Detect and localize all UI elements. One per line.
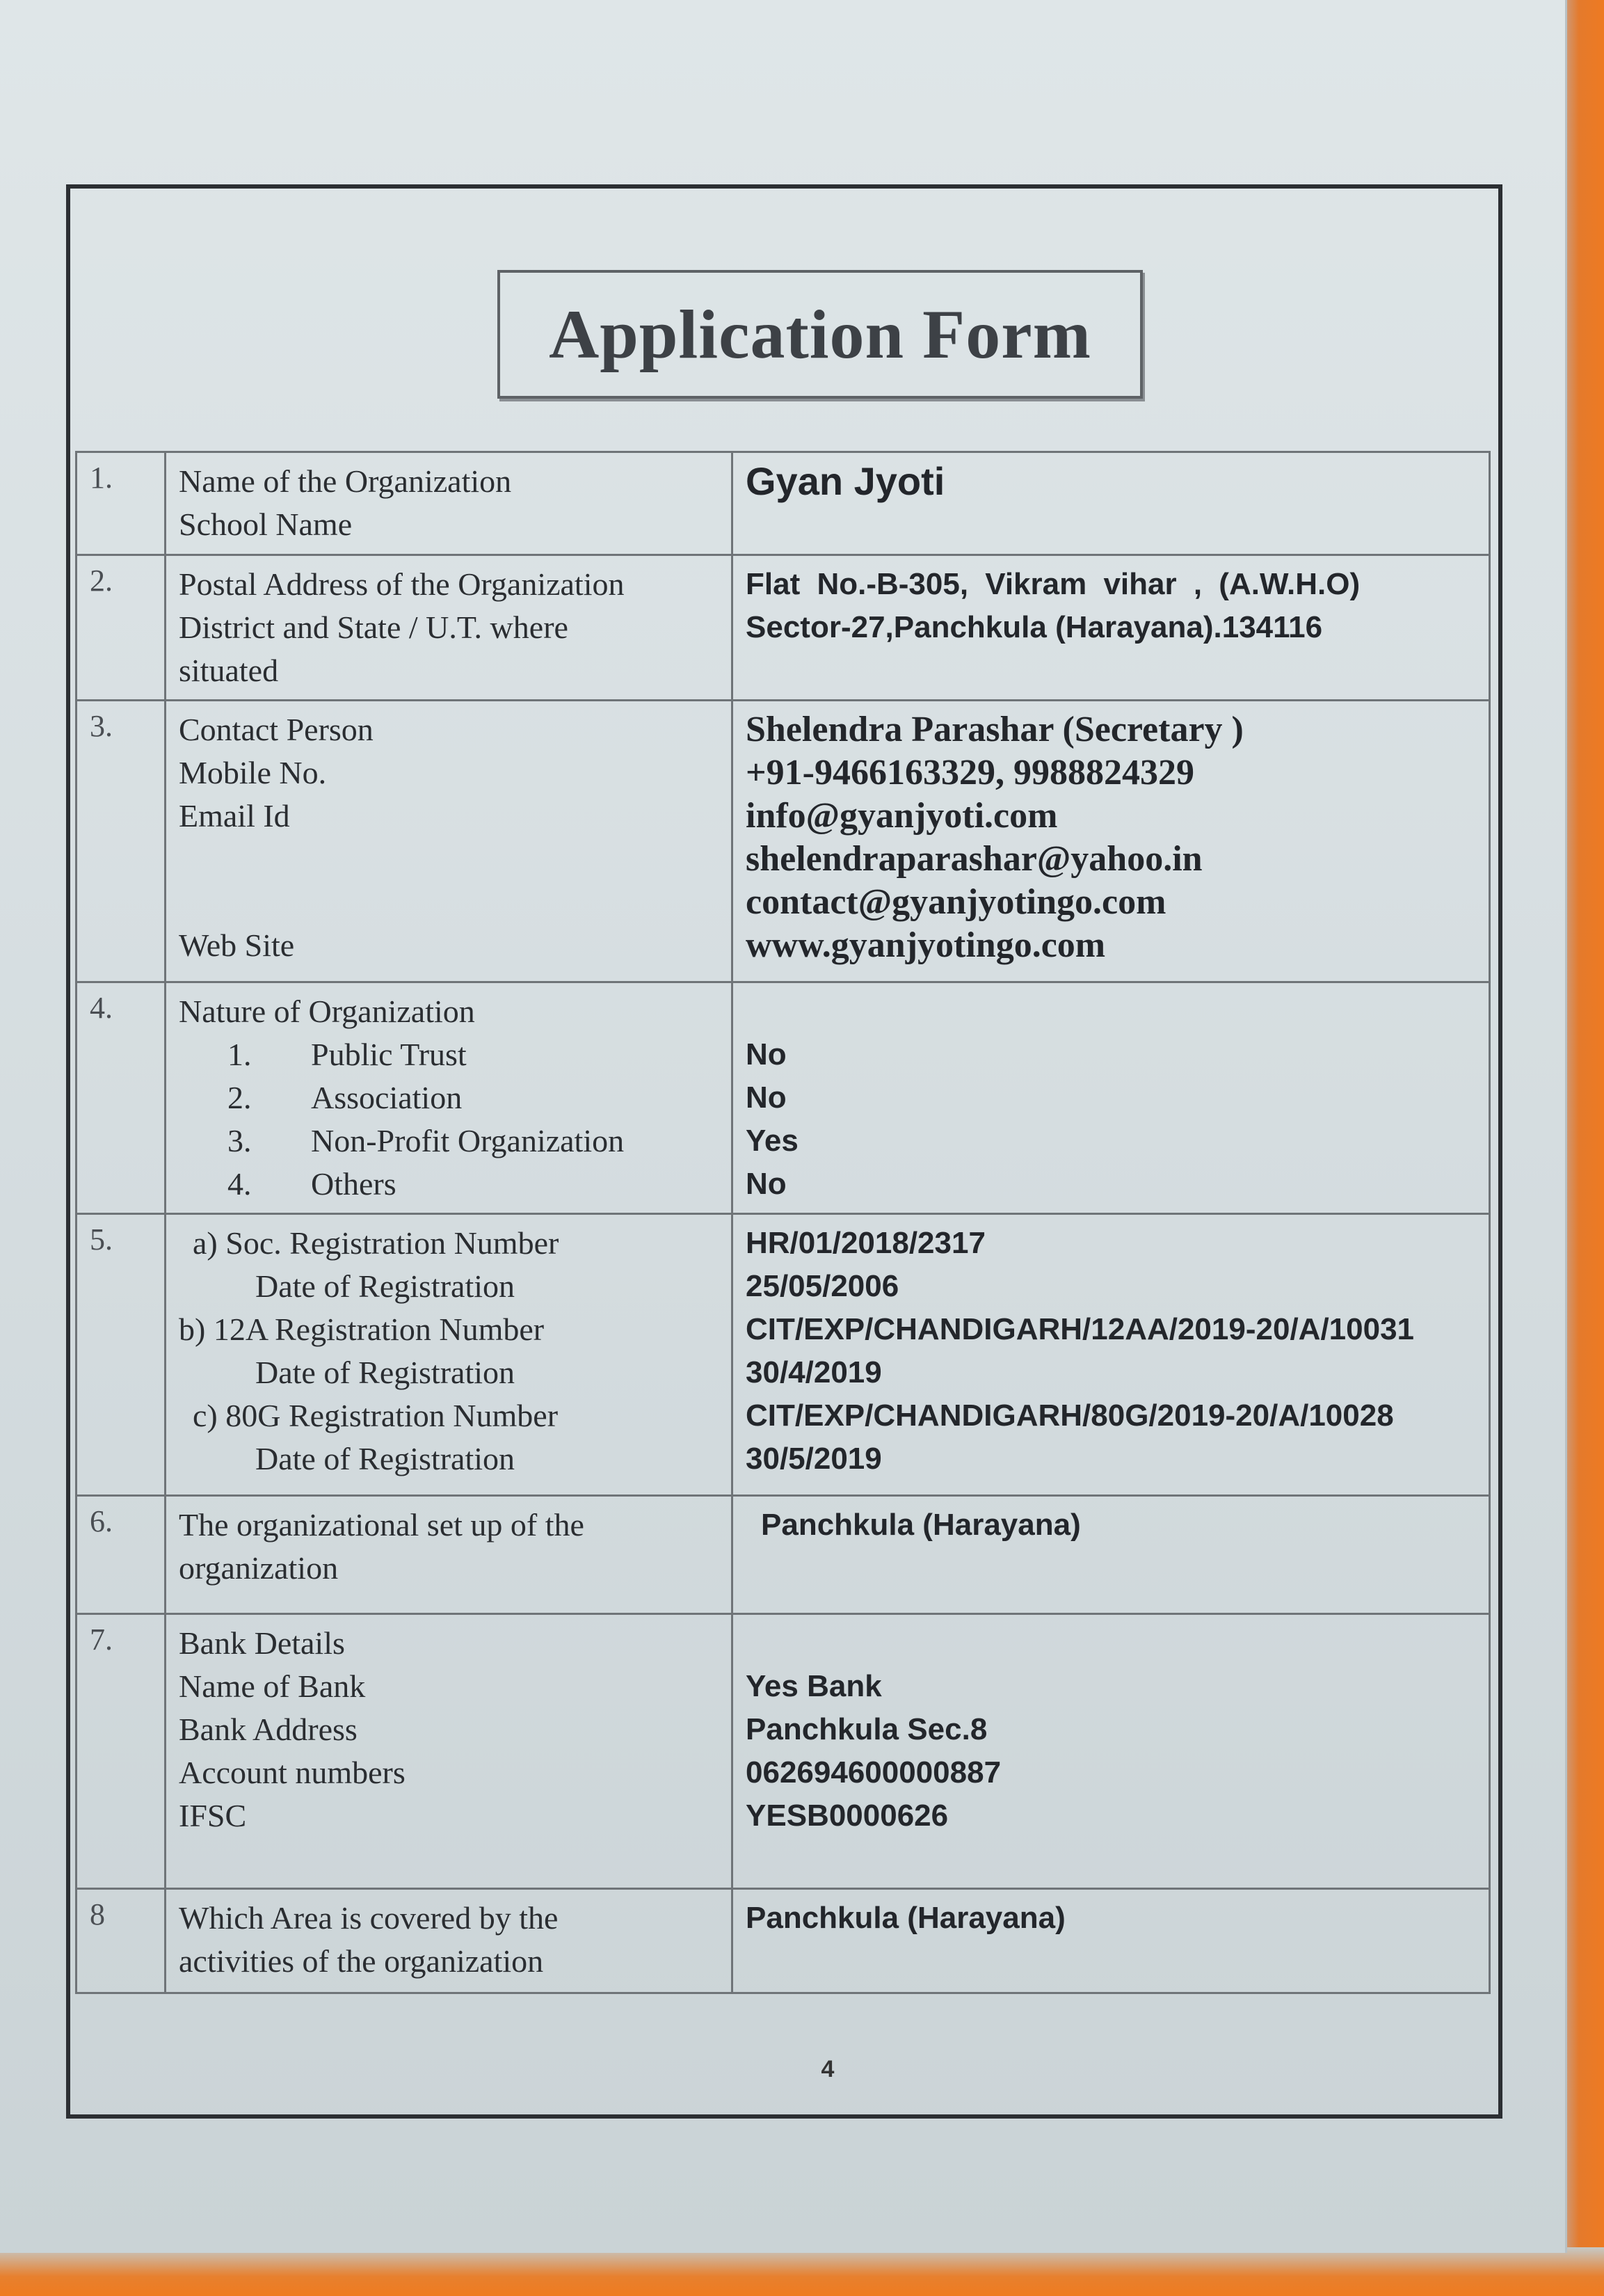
list-item: [179, 1033, 719, 1076]
item-value: No: [746, 1167, 787, 1201]
row-number: 4.: [77, 982, 166, 1214]
row-label: [166, 555, 732, 701]
label-line: Bank Details: [179, 1625, 345, 1661]
row-number: 3.: [77, 701, 166, 982]
application-form-table: [75, 451, 1491, 1994]
label-line: Bank Address: [179, 1712, 358, 1747]
row-value: [732, 1214, 1490, 1496]
item-number: 3.: [227, 1123, 252, 1158]
setup-location: Panchkula (Harayana): [761, 1508, 1081, 1542]
label-line: b) 12A Registration Number: [179, 1312, 545, 1347]
row-value: [732, 1496, 1490, 1614]
registration-value: 30/5/2019: [746, 1442, 882, 1476]
background-bottom: [0, 2247, 1604, 2296]
label-line: Date of Registration: [255, 1441, 515, 1476]
item-label: Non-Profit Organization: [311, 1123, 625, 1158]
table-row: [77, 1889, 1490, 1993]
row-value: [732, 1614, 1490, 1889]
label-line: Name of Bank: [179, 1668, 366, 1704]
row-number: 8: [77, 1889, 166, 1993]
label-line: Date of Registration: [255, 1355, 515, 1390]
registration-value: 25/05/2006: [746, 1269, 899, 1303]
email-line[interactable]: shelendraparashar@yahoo.in: [746, 839, 1203, 879]
row-value: [732, 555, 1490, 701]
background-right: [1562, 0, 1604, 2296]
item-number: 2.: [227, 1080, 252, 1115]
table-row: [77, 1496, 1490, 1614]
label-line: Postal Address of the Organization: [179, 566, 625, 602]
label-line: Mobile No.: [179, 755, 327, 790]
label-line: School Name: [179, 507, 353, 542]
spacer: [746, 990, 1476, 1033]
item-number: 4.: [227, 1166, 252, 1202]
page-number: 4: [821, 2056, 835, 2082]
item-label: Association: [311, 1080, 463, 1115]
row-label: [166, 1214, 732, 1496]
row-value: [732, 982, 1490, 1214]
row-label: [166, 1889, 732, 1993]
organization-name: Gyan Jyoti: [746, 459, 945, 503]
spacer: [746, 1622, 1476, 1665]
row-label: [166, 1496, 732, 1614]
ifsc-code: YESB0000626: [746, 1799, 949, 1833]
row-number: 6.: [77, 1496, 166, 1614]
email-line[interactable]: contact@gyanjyotingo.com: [746, 882, 1166, 922]
row-label: [166, 701, 732, 982]
address-line: Flat No.-B-305, Vikram vihar , (A.W.H.O): [746, 567, 1361, 601]
row-number: 7.: [77, 1614, 166, 1889]
row-label: [166, 1614, 732, 1889]
row-number: 2.: [77, 555, 166, 701]
item-value: No: [746, 1037, 787, 1071]
email-line[interactable]: info@gyanjyoti.com: [746, 796, 1058, 836]
label-line: situated: [179, 653, 279, 688]
label-line: c) 80G Registration Number: [193, 1398, 559, 1433]
label-line: a) Soc. Registration Number: [193, 1225, 559, 1261]
address-line: Sector-27,Panchkula (Harayana).134116: [746, 610, 1323, 644]
item-number: 1.: [227, 1037, 252, 1072]
table-row: [77, 1214, 1490, 1496]
row-label: [166, 982, 732, 1214]
row-number: 1.: [77, 452, 166, 555]
table-row: [77, 982, 1490, 1214]
row-value: [732, 701, 1490, 982]
list-item: [179, 1119, 719, 1163]
registration-value: CIT/EXP/CHANDIGARH/12AA/2019-20/A/10031: [746, 1312, 1415, 1346]
row-number: 5.: [77, 1214, 166, 1496]
label-line: Nature of Organization: [179, 994, 475, 1029]
list-item: [179, 1076, 719, 1119]
item-value: Yes: [746, 1124, 799, 1158]
bank-address: Panchkula Sec.8: [746, 1712, 988, 1746]
label-line: Contact Person: [179, 712, 374, 747]
table-row: [77, 555, 1490, 701]
table-row: [77, 701, 1490, 982]
label-line: Account numbers: [179, 1755, 406, 1790]
row-label: [166, 452, 732, 555]
registration-value: 30/4/2019: [746, 1355, 882, 1389]
label-line: The organizational set up of the: [179, 1507, 584, 1542]
mobile-number: +91-9466163329, 9988824329: [746, 753, 1194, 792]
item-value: No: [746, 1081, 787, 1115]
label-line: Date of Registration: [255, 1268, 515, 1304]
table-row: [77, 1614, 1490, 1889]
spacer: [179, 838, 719, 924]
registration-value: CIT/EXP/CHANDIGARH/80G/2019-20/A/10028: [746, 1398, 1394, 1433]
row-value: [732, 452, 1490, 555]
item-label: Public Trust: [311, 1037, 467, 1072]
list-item: [179, 1163, 719, 1206]
bank-name: Yes Bank: [746, 1669, 882, 1703]
label-line: Name of the Organization: [179, 463, 512, 499]
table-row: [77, 452, 1490, 555]
item-label: Others: [311, 1166, 396, 1202]
page-title: Application Form: [549, 296, 1091, 373]
label-line: Which Area is covered by the: [179, 1900, 559, 1936]
label-line: IFSC: [179, 1798, 247, 1833]
label-line: Web Site: [179, 927, 295, 963]
account-number: 062694600000887: [746, 1755, 1002, 1789]
label-line: activities of the organization: [179, 1943, 544, 1979]
row-value: [732, 1889, 1490, 1993]
label-line: organization: [179, 1550, 339, 1586]
registration-value: HR/01/2018/2317: [746, 1226, 986, 1260]
contact-person: Shelendra Parashar (Secretary ): [746, 710, 1244, 749]
label-line: Email Id: [179, 798, 290, 834]
label-line: District and State / U.T. where: [179, 609, 568, 645]
area-covered: Panchkula (Harayana): [746, 1901, 1066, 1935]
title-box: [497, 270, 1143, 399]
website-link[interactable]: www.gyanjyotingo.com: [746, 925, 1106, 965]
